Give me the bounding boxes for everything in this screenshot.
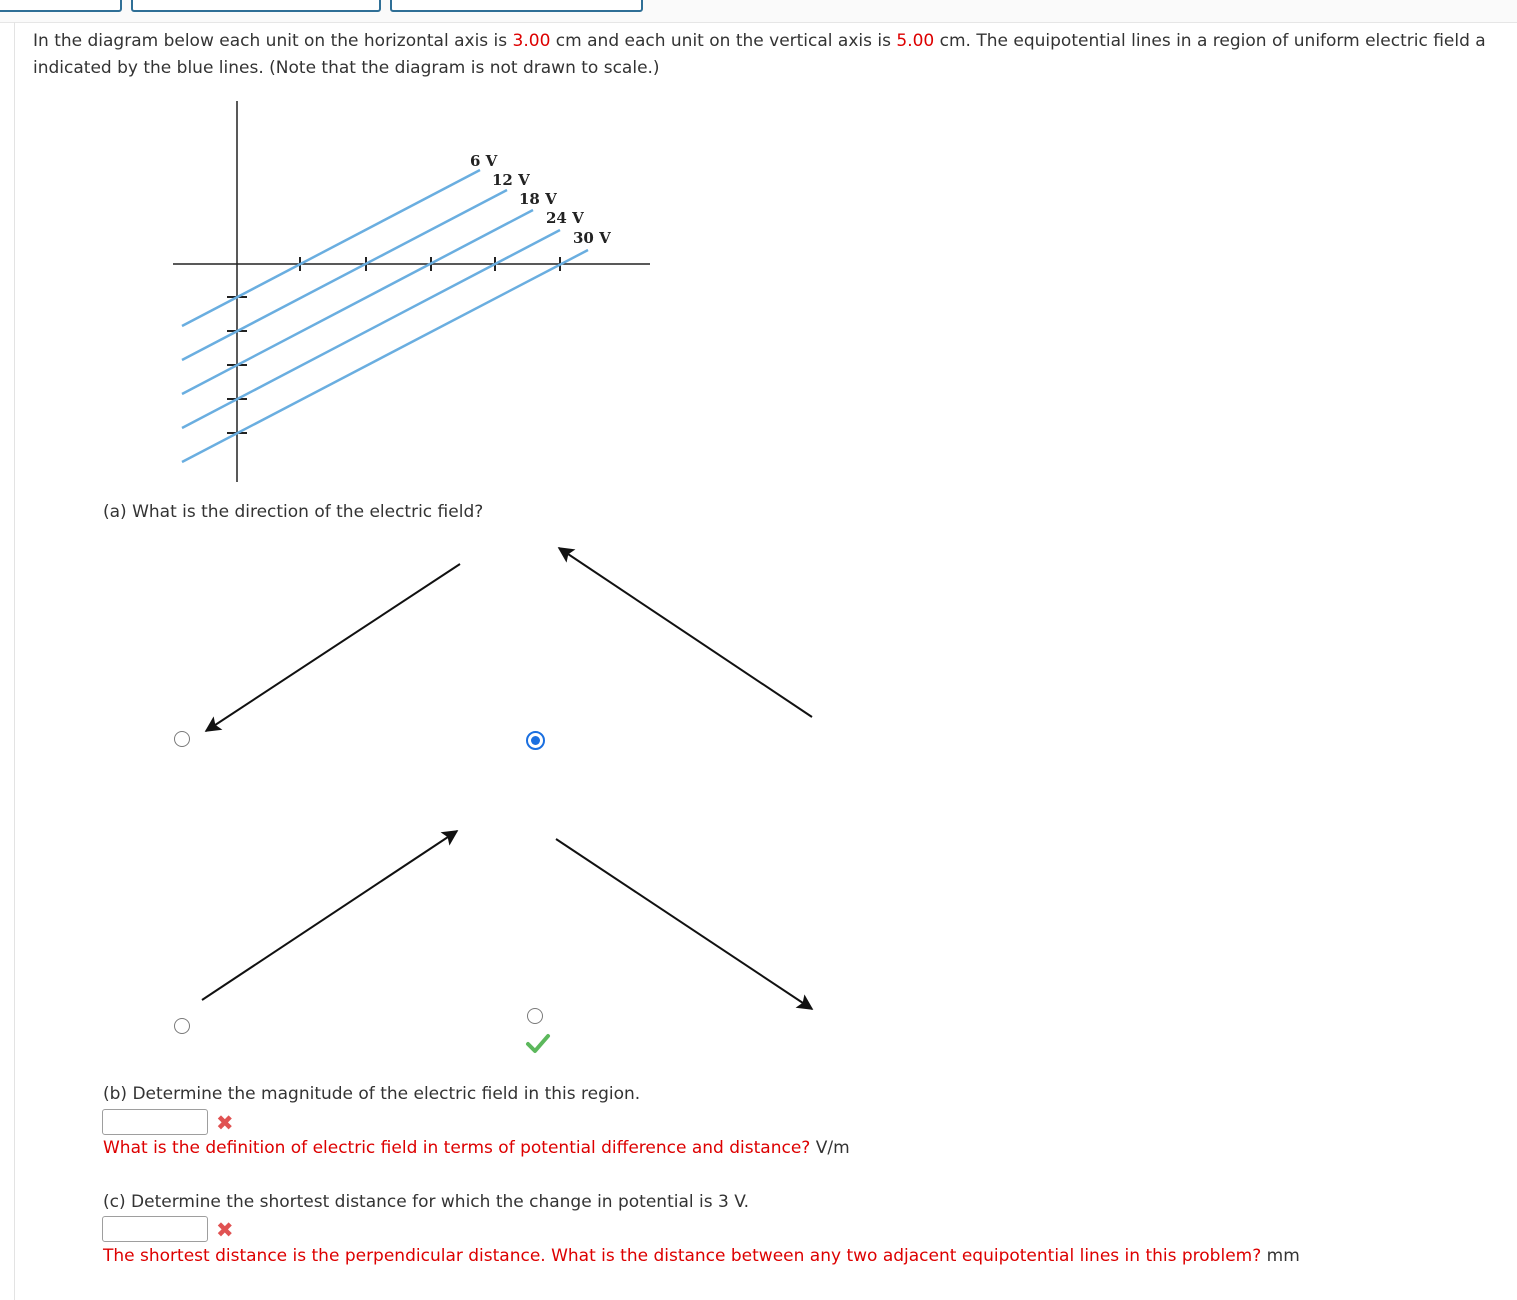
radio-option-down-left[interactable] xyxy=(174,731,190,747)
problem-statement-line2: indicated by the blue lines. (Note that the diagram is not drawn to scale.) xyxy=(33,58,660,78)
label-6v: 6 V xyxy=(470,152,498,170)
intro-text-3: cm. The equipotential lines in a region of uniform electric field a xyxy=(934,31,1486,51)
part-c-answer-input[interactable] xyxy=(102,1216,208,1242)
part-a-question: (a) What is the direction of the electric field? xyxy=(103,502,484,522)
direction-options-arrows xyxy=(0,0,900,1060)
part-b-hint: What is the definition of electric field in terms of potential difference and distance? xyxy=(103,1138,811,1158)
label-30v: 30 V xyxy=(573,229,611,247)
part-b-unit: V/m xyxy=(815,1138,850,1158)
incorrect-x-icon: ✖ xyxy=(216,1218,234,1242)
part-c-hint: The shortest distance is the perpendicular distance. What is the distance between any two adjacent equipotential lines in this problem? xyxy=(103,1246,1262,1266)
label-24v: 24 V xyxy=(546,209,584,227)
label-12v: 12 V xyxy=(492,171,530,189)
part-c-question: (c) Determine the shortest distance for which the change in potential is 3 V. xyxy=(103,1192,750,1212)
horizontal-unit-value: 3.00 xyxy=(512,31,551,51)
intro-text-2: cm and each unit on the vertical axis is xyxy=(550,31,897,51)
radio-option-up-right[interactable] xyxy=(174,1018,190,1034)
arrow-down-right[interactable] xyxy=(556,839,812,1009)
intro-text-1: In the diagram below each unit on the horizontal axis is xyxy=(33,31,513,51)
part-c-feedback xyxy=(103,1243,1300,1270)
incorrect-x-icon: ✖ xyxy=(216,1111,234,1135)
arrow-up-right[interactable] xyxy=(202,831,457,1000)
correct-check-icon xyxy=(528,1036,548,1051)
part-b-answer-input[interactable] xyxy=(102,1109,208,1135)
label-18v: 18 V xyxy=(519,190,557,208)
arrow-down-left[interactable] xyxy=(206,564,460,731)
radio-option-up-left[interactable] xyxy=(526,731,545,750)
part-b-feedback xyxy=(103,1135,850,1162)
arrow-up-left[interactable] xyxy=(559,548,812,717)
radio-option-down-right[interactable] xyxy=(527,1008,543,1024)
part-c-unit: mm xyxy=(1266,1246,1300,1266)
part-b-question: (b) Determine the magnitude of the electric field in this region. xyxy=(103,1084,641,1104)
vertical-unit-value: 5.00 xyxy=(896,31,935,51)
